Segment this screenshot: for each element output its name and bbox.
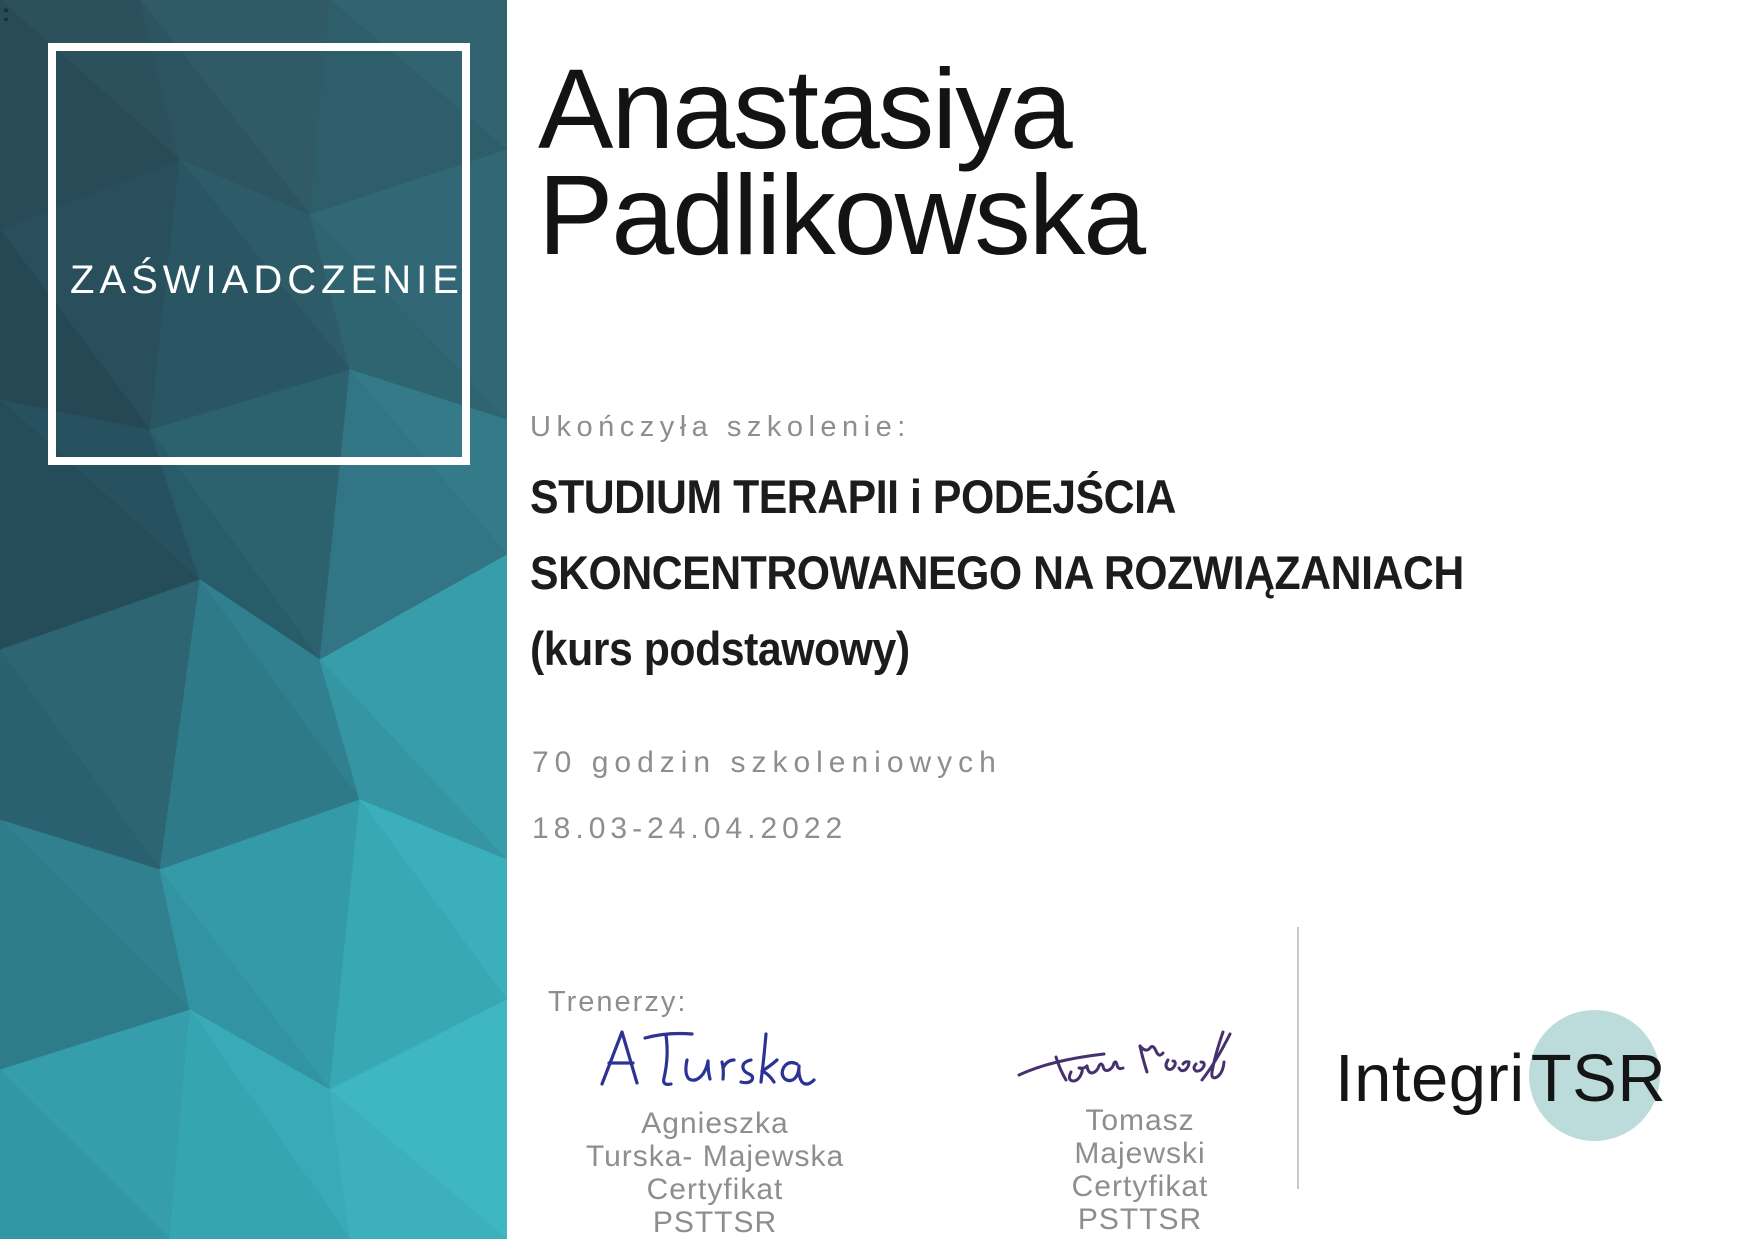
logo-badge-text: TSR <box>1530 1041 1667 1116</box>
trainer-1-caption <box>585 1107 845 1239</box>
course-hours: 70 godzin szkoleniowych <box>532 746 1002 779</box>
course-title-line1: STUDIUM TERAPII i PODEJŚCIA <box>530 470 1176 523</box>
logo-word: Integri <box>1335 1041 1525 1116</box>
trainers-label: Trenerzy: <box>548 986 688 1018</box>
trainer-1-credential: Certyfikat PSTTSR <box>646 1173 784 1239</box>
recipient-name <box>538 46 1145 278</box>
certificate-label: ZAŚWIADCZENIE <box>70 258 464 302</box>
recipient-last-name: Padlikowska <box>538 152 1145 278</box>
course-title <box>530 459 1464 687</box>
integri-tsr-logo <box>1335 1040 1695 1150</box>
trainer-2-credential: Certyfikat PSTTSR <box>1071 1170 1209 1236</box>
course-title-line2: SKONCENTROWANEGO NA ROZWIĄZANIACH <box>530 546 1464 599</box>
signature-tomasz-majewski <box>1016 1018 1241 1103</box>
title-frame <box>48 43 470 465</box>
course-dates: 18.03-24.04.2022 <box>532 812 848 845</box>
vertical-divider <box>1297 927 1299 1189</box>
trainer-1-name-line1: Agnieszka <box>641 1107 789 1140</box>
trainer-2-caption <box>1012 1104 1268 1236</box>
recipient-first-name: Anastasiya <box>538 46 1071 172</box>
course-title-line3: (kurs podstawowy) <box>530 622 910 675</box>
course-intro: Ukończyła szkolenie: <box>530 411 911 443</box>
left-decorative-panel <box>0 0 507 1239</box>
trainer-2-name-line2: Majewski <box>1074 1137 1206 1170</box>
stray-colon-artifact: : <box>2 0 10 27</box>
signature-agnieszka-turska <box>592 1022 822 1105</box>
trainer-1-name-line2: Turska- Majewska <box>585 1140 845 1173</box>
trainer-2-name-line1: Tomasz <box>1085 1104 1195 1137</box>
